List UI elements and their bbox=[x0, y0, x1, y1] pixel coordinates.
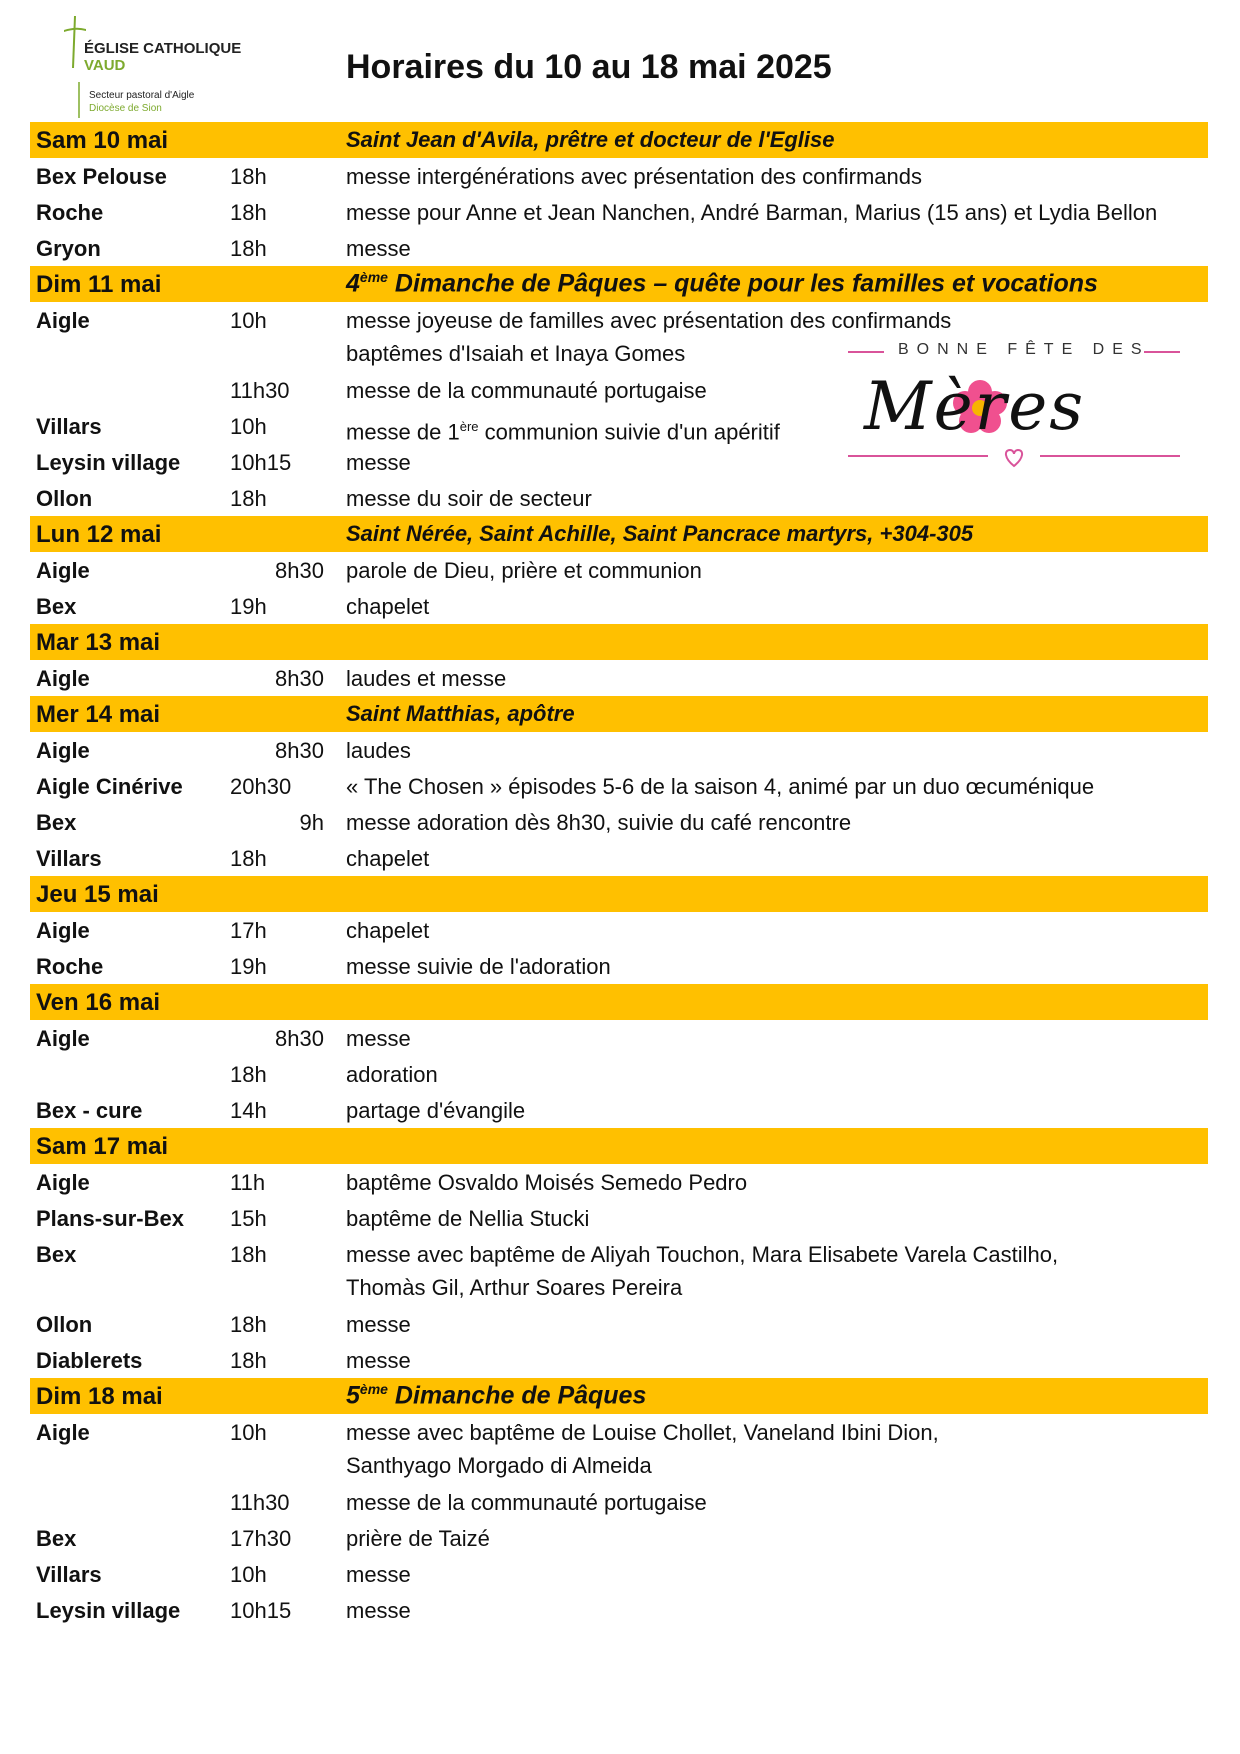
event-description bbox=[346, 1594, 411, 1627]
time-label: 18h bbox=[230, 236, 267, 261]
feast-text: Saint Nérée, Saint Achille, Saint Pancrace martyrs, +304-305 bbox=[346, 521, 974, 546]
event-description bbox=[346, 1308, 411, 1341]
place-label: Plans-sur-Bex bbox=[36, 1206, 184, 1231]
schedule-row bbox=[30, 480, 1208, 516]
event-description bbox=[346, 590, 429, 623]
description-line: chapelet bbox=[346, 594, 430, 619]
description-line: messe avec baptême de Louise Chollet, Vaneland Ibini Dion, bbox=[346, 1420, 939, 1445]
description-line: baptême Osvaldo Moisés Semedo Pedro bbox=[346, 1170, 748, 1195]
day-label: Jeu 15 mai bbox=[36, 881, 159, 908]
day-label: Mar 13 mai bbox=[36, 629, 161, 656]
time-label: 14h bbox=[230, 1098, 267, 1123]
place-label: Aigle bbox=[36, 738, 90, 763]
time-label: 8h30 bbox=[275, 1026, 324, 1051]
schedule-row bbox=[30, 1484, 1208, 1520]
event-description bbox=[346, 196, 1157, 229]
day-label: Dim 18 mai bbox=[36, 1383, 163, 1410]
day-label: Sam 17 mai bbox=[36, 1133, 169, 1160]
time-label: 20h30 bbox=[230, 774, 292, 799]
schedule-row bbox=[30, 158, 1208, 194]
day-label: Dim 11 mai bbox=[36, 271, 162, 298]
place-label: Aigle Cinérive bbox=[36, 774, 183, 799]
event-description bbox=[346, 842, 429, 875]
description-line: chapelet bbox=[346, 846, 430, 871]
description-line: messe du soir de secteur bbox=[346, 486, 592, 511]
time-label: 10h bbox=[230, 1562, 267, 1587]
event-description bbox=[346, 1022, 411, 1055]
place-label: Ollon bbox=[36, 1312, 93, 1337]
description-line: messe bbox=[346, 1026, 411, 1051]
description-line: messe adoration dès 8h30, suivie du café rencontre bbox=[346, 810, 852, 835]
feast-number: 4 bbox=[346, 269, 360, 298]
day-label: Sam 10 mai bbox=[36, 127, 169, 154]
place-label: Aigle bbox=[36, 666, 90, 691]
place-label: Bex bbox=[36, 810, 77, 835]
event-description bbox=[346, 950, 611, 983]
badge-word: Mères bbox=[864, 368, 1086, 445]
time-label: 19h bbox=[230, 594, 267, 619]
description-ordinal: ère bbox=[459, 419, 479, 434]
schedule-row bbox=[30, 1020, 1208, 1056]
day-header bbox=[30, 1128, 1208, 1164]
time-label: 10h bbox=[230, 308, 267, 333]
place-label: Gryon bbox=[36, 236, 101, 261]
time-label: 8h30 bbox=[275, 666, 324, 691]
time-label: 15h bbox=[230, 1206, 267, 1231]
description-line: messe pour Anne et Jean Nanchen, André Barman, Marius (15 ans) et Lydia Bellon bbox=[346, 200, 1158, 225]
feast-ordinal: ème bbox=[359, 1381, 388, 1397]
description-line: messe de la communauté portugaise bbox=[346, 378, 707, 403]
schedule-row bbox=[30, 194, 1208, 230]
place-label: Bex - cure bbox=[36, 1098, 143, 1123]
event-description bbox=[346, 1522, 490, 1555]
time-label: 18h bbox=[230, 200, 267, 225]
feast-label bbox=[346, 701, 575, 727]
schedule-row bbox=[30, 372, 1208, 408]
place-label: Aigle bbox=[36, 918, 90, 943]
day-header bbox=[30, 984, 1208, 1020]
time-label: 10h15 bbox=[230, 450, 292, 475]
time-label: 11h30 bbox=[230, 1490, 290, 1515]
description-line: messe suivie de l'adoration bbox=[346, 954, 611, 979]
logo-line1: ÉGLISE CATHOLIQUE bbox=[84, 40, 242, 57]
place-label: Leysin village bbox=[36, 450, 181, 475]
description-line: laudes et messe bbox=[346, 666, 507, 691]
description-line: adoration bbox=[346, 1062, 438, 1087]
place-label: Aigle bbox=[36, 308, 90, 333]
event-description bbox=[346, 662, 506, 695]
event-description bbox=[346, 1058, 438, 1091]
schedule-row bbox=[30, 1306, 1208, 1342]
event-description bbox=[346, 1094, 525, 1127]
event-description bbox=[346, 1238, 1058, 1304]
schedule-row bbox=[30, 660, 1208, 696]
schedule-row bbox=[30, 230, 1208, 266]
feast-text: Dimanche de Pâques bbox=[394, 1381, 647, 1410]
event-description bbox=[346, 806, 851, 839]
description-line: messe joyeuse de familles avec présentation des confirmands bbox=[346, 308, 952, 333]
description-line: messe bbox=[346, 1348, 411, 1373]
description-line: « The Chosen » épisodes 5-6 de la saison 4, animé par un duo œcuménique bbox=[346, 774, 1095, 799]
time-label: 18h bbox=[230, 1242, 267, 1267]
time-label: 9h bbox=[299, 810, 324, 835]
time-label: 17h bbox=[230, 918, 267, 943]
day-header bbox=[30, 516, 1208, 552]
description-line: messe bbox=[346, 450, 411, 475]
feast-label bbox=[346, 127, 835, 153]
church-logo bbox=[62, 14, 262, 120]
place-label: Aigle bbox=[36, 1420, 90, 1445]
place-label: Aigle bbox=[36, 1170, 90, 1195]
schedule-row bbox=[30, 1164, 1208, 1200]
logo-line3: Secteur pastoral d'Aigle bbox=[89, 90, 195, 101]
feast-label bbox=[346, 269, 1098, 298]
time-label: 17h30 bbox=[230, 1526, 292, 1551]
event-description bbox=[346, 1344, 411, 1377]
place-label: Diablerets bbox=[36, 1348, 143, 1373]
description-post: communion suivie d'un apéritif bbox=[478, 419, 780, 445]
schedule-table bbox=[30, 122, 1208, 1628]
description-pre: messe de 1 bbox=[346, 419, 460, 445]
place-label: Bex bbox=[36, 594, 77, 619]
time-label: 11h30 bbox=[230, 378, 290, 403]
place-label: Bex bbox=[36, 1242, 77, 1267]
place-label: Villars bbox=[36, 1562, 102, 1587]
place-label: Villars bbox=[36, 414, 102, 439]
time-label: 10h15 bbox=[230, 1598, 292, 1623]
place-label: Villars bbox=[36, 846, 102, 871]
place-label: Ollon bbox=[36, 486, 93, 511]
event-description bbox=[346, 554, 702, 587]
day-header bbox=[30, 876, 1208, 912]
description-line: partage d'évangile bbox=[346, 1098, 526, 1123]
day-header bbox=[30, 122, 1208, 158]
schedule-row bbox=[30, 588, 1208, 624]
event-description bbox=[346, 232, 411, 265]
time-label: 18h bbox=[230, 1062, 267, 1087]
feast-label bbox=[346, 1381, 646, 1410]
schedule-row bbox=[30, 1092, 1208, 1128]
description-line: messe bbox=[346, 1312, 411, 1337]
schedule-row bbox=[30, 1056, 1208, 1092]
event-description bbox=[346, 374, 707, 407]
schedule-row bbox=[30, 408, 1208, 444]
schedule-row bbox=[30, 732, 1208, 768]
description-line: baptême de Nellia Stucki bbox=[346, 1206, 590, 1231]
time-label: 11h bbox=[230, 1170, 266, 1195]
schedule-row bbox=[30, 1236, 1208, 1306]
schedule-row bbox=[30, 444, 1208, 480]
place-label: Roche bbox=[36, 954, 104, 979]
day-header bbox=[30, 624, 1208, 660]
time-label: 10h bbox=[230, 414, 267, 439]
event-description bbox=[346, 1202, 589, 1235]
event-description bbox=[346, 410, 780, 448]
description-line: Santhyago Morgado di Almeida bbox=[346, 1453, 652, 1478]
description-line: Thomàs Gil, Arthur Soares Pereira bbox=[346, 1275, 683, 1300]
event-description bbox=[346, 1486, 707, 1519]
schedule-row bbox=[30, 1592, 1208, 1628]
time-label: 10h bbox=[230, 1420, 267, 1445]
feast-text: Saint Matthias, apôtre bbox=[346, 701, 575, 726]
badge-top-text: BONNE FÊTE DES bbox=[898, 341, 1150, 358]
day-header bbox=[30, 1378, 1208, 1414]
day-label: Mer 14 mai bbox=[36, 701, 161, 728]
description-line: chapelet bbox=[346, 918, 430, 943]
place-label: Leysin village bbox=[36, 1598, 181, 1623]
feast-text: Dimanche de Pâques – quête pour les familles et vocations bbox=[394, 269, 1098, 298]
description-line: messe avec baptême de Aliyah Touchon, Mara Elisabete Varela Castilho, bbox=[346, 1242, 1059, 1267]
description-line: laudes bbox=[346, 738, 411, 763]
schedule-row bbox=[30, 1556, 1208, 1592]
schedule-row bbox=[30, 552, 1208, 588]
logo-line4: Diocèse de Sion bbox=[89, 103, 162, 114]
place-label: Roche bbox=[36, 200, 104, 225]
time-label: 18h bbox=[230, 486, 267, 511]
feast-label bbox=[346, 521, 973, 547]
place-label: Aigle bbox=[36, 558, 90, 583]
event-description bbox=[346, 1166, 747, 1199]
day-label: Lun 12 mai bbox=[36, 521, 162, 548]
event-description bbox=[346, 160, 922, 193]
description-line: parole de Dieu, prière et communion bbox=[346, 558, 702, 583]
time-label: 18h bbox=[230, 846, 267, 871]
day-header bbox=[30, 696, 1208, 732]
schedule-row bbox=[30, 804, 1208, 840]
event-description bbox=[346, 734, 411, 767]
feast-ordinal: ème bbox=[359, 269, 388, 285]
time-label: 18h bbox=[230, 1312, 267, 1337]
description-line: prière de Taizé bbox=[346, 1526, 490, 1551]
place-label: Bex Pelouse bbox=[36, 164, 167, 189]
schedule-row bbox=[30, 1520, 1208, 1556]
description-line: messe intergénérations avec présentation des confirmands bbox=[346, 164, 922, 189]
time-label: 19h bbox=[230, 954, 267, 979]
description-line: messe bbox=[346, 1562, 411, 1587]
feast-text: Saint Jean d'Avila, prêtre et docteur de l'Eglise bbox=[346, 127, 835, 152]
time-label: 18h bbox=[230, 164, 267, 189]
event-description bbox=[346, 446, 411, 479]
event-description bbox=[346, 770, 1094, 803]
description-line: messe de la communauté portugaise bbox=[346, 1490, 707, 1515]
place-label: Aigle bbox=[36, 1026, 90, 1051]
event-description bbox=[346, 1416, 939, 1482]
day-header bbox=[30, 266, 1208, 302]
place-label: Bex bbox=[36, 1526, 77, 1551]
time-label: 18h bbox=[230, 1348, 267, 1373]
schedule-row bbox=[30, 948, 1208, 984]
description-line: baptêmes d'Isaiah et Inaya Gomes bbox=[346, 341, 686, 366]
schedule-row bbox=[30, 768, 1208, 804]
event-description bbox=[346, 482, 592, 515]
time-label: 8h30 bbox=[275, 558, 324, 583]
description-line: messe bbox=[346, 1598, 411, 1623]
schedule-row bbox=[30, 912, 1208, 948]
event-description bbox=[346, 1558, 411, 1591]
schedule-row bbox=[30, 1342, 1208, 1378]
schedule-row bbox=[30, 302, 1208, 372]
description-line: messe bbox=[346, 236, 411, 261]
time-label: 8h30 bbox=[275, 738, 324, 763]
event-description bbox=[346, 304, 951, 370]
logo-line2: VAUD bbox=[84, 57, 126, 74]
schedule-row bbox=[30, 1414, 1208, 1484]
schedule-row bbox=[30, 840, 1208, 876]
event-description bbox=[346, 914, 429, 947]
feast-number: 5 bbox=[346, 1381, 360, 1410]
schedule-row bbox=[30, 1200, 1208, 1236]
page-title: Horaires du 10 au 18 mai 2025 bbox=[346, 48, 832, 86]
day-label: Ven 16 mai bbox=[36, 989, 161, 1016]
